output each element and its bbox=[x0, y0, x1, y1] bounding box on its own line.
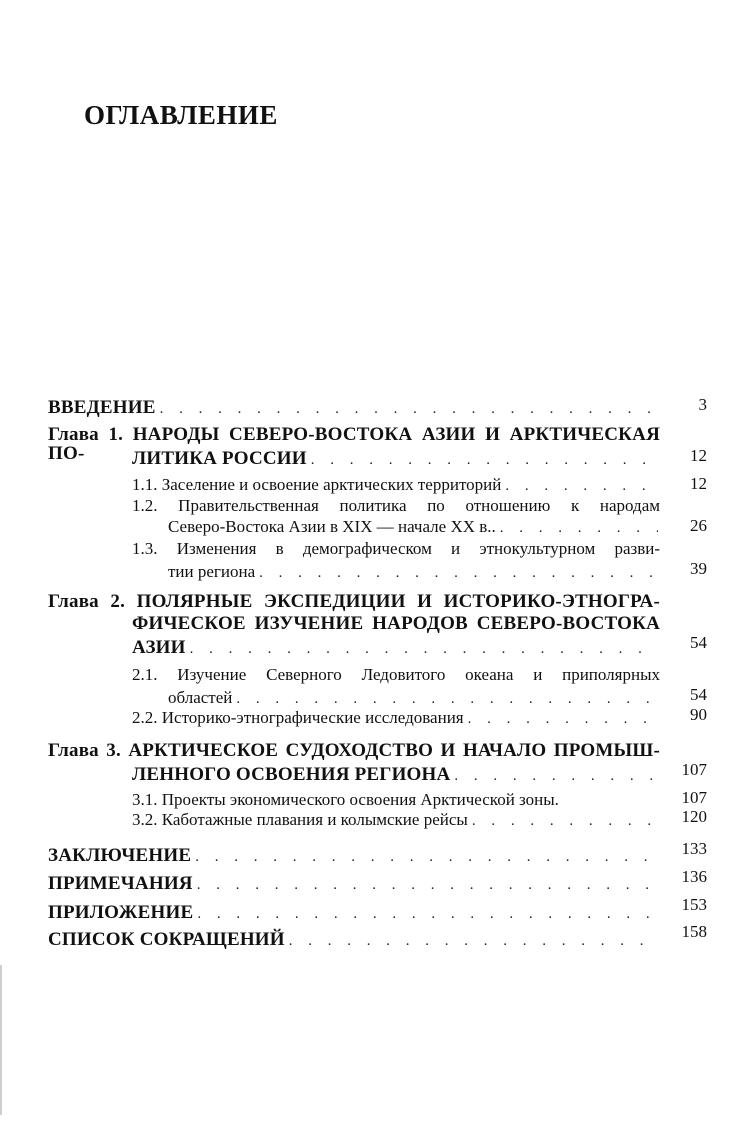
page-number: 26 bbox=[690, 516, 707, 535]
page-number: 107 bbox=[681, 788, 707, 807]
toc-section-1-2-line1[interactable]: 1.2. Правительственная политика по отношению к народам bbox=[132, 496, 660, 515]
toc-entry-title: 2.2. Историко-этнографические исследования bbox=[132, 708, 464, 727]
dot-leader bbox=[468, 814, 658, 829]
toc-entry-appendix[interactable] bbox=[48, 903, 658, 922]
dot-leader bbox=[255, 566, 658, 581]
page-number: 133 bbox=[681, 839, 707, 858]
toc-entry-title: ЗАКЛЮЧЕНИЕ bbox=[48, 845, 192, 866]
toc-section-1-1[interactable] bbox=[132, 476, 658, 494]
toc-section-1-3-line1[interactable]: 1.3. Изменения в демографическом и этнокультурном разви- bbox=[132, 539, 660, 558]
toc-entry-abbreviations[interactable] bbox=[48, 930, 658, 949]
page-number: 120 bbox=[681, 807, 707, 826]
toc-entry-title: тии региона bbox=[168, 562, 256, 581]
toc-section-2-1-line2[interactable] bbox=[168, 689, 658, 707]
toc-entry-title: областей bbox=[168, 688, 233, 707]
toc-entry-title: ПРИЛОЖЕНИЕ bbox=[48, 902, 194, 923]
toc-entry-title: 3.2. Каботажные плавания и колымские рейсы bbox=[132, 810, 468, 829]
toc-section-1-3-line2[interactable] bbox=[168, 563, 658, 581]
toc-entry-notes[interactable] bbox=[48, 874, 658, 893]
toc-entry-title: 3.1. Проекты экономического освоения Арктической зоны. bbox=[132, 790, 559, 809]
toc-entry-title: АЗИИ bbox=[132, 637, 186, 658]
toc-chapter-1-line1[interactable]: Глава 1. НАРОДЫ СЕВЕРО-ВОСТОКА АЗИИ И АРКТИЧЕСКАЯ ПО- bbox=[48, 424, 660, 464]
dot-leader bbox=[496, 521, 658, 536]
toc-section-2-2[interactable] bbox=[132, 709, 658, 727]
toc-chapter-1-line2[interactable] bbox=[132, 449, 658, 468]
dot-leader bbox=[285, 934, 658, 949]
scan-margin-mark bbox=[0, 965, 2, 1115]
toc-chapter-2-line1[interactable]: Глава 2. ПОЛЯРНЫЕ ЭКСПЕДИЦИИ И ИСТОРИКО-ЭТНОГРА- bbox=[48, 591, 660, 612]
page-number: 54 bbox=[690, 633, 707, 652]
page-number: 107 bbox=[681, 760, 707, 779]
dot-leader bbox=[450, 769, 658, 784]
toc-section-1-2-line2[interactable] bbox=[168, 518, 658, 536]
page-title: ОГЛАВЛЕНИЕ bbox=[84, 100, 278, 130]
toc-chapter-3-line2[interactable] bbox=[132, 765, 658, 784]
toc-chapter-2-line3[interactable] bbox=[132, 638, 658, 657]
toc-entry-title: ВВЕДЕНИЕ bbox=[48, 397, 156, 418]
toc-entry-conclusion[interactable] bbox=[48, 846, 658, 865]
toc-chapter-2-line2[interactable]: ФИЧЕСКОЕ ИЗУЧЕНИЕ НАРОДОВ СЕВЕРО-ВОСТОКА bbox=[132, 613, 660, 634]
page-number: 158 bbox=[681, 922, 707, 941]
dot-leader bbox=[193, 907, 658, 922]
dot-leader bbox=[464, 712, 658, 727]
toc-entry-title: 1.1. Заселение и освоение арктических территорий bbox=[132, 475, 502, 494]
page-number: 12 bbox=[690, 446, 707, 465]
dot-leader bbox=[307, 453, 658, 468]
dot-leader bbox=[191, 850, 658, 865]
toc-entry-title: Северо-Востока Азии в XIX — начале XX в.. bbox=[168, 517, 496, 536]
page-number: 3 bbox=[698, 395, 707, 414]
page-number: 90 bbox=[690, 705, 707, 724]
toc-entry-title: ЛЕННОГО ОСВОЕНИЯ РЕГИОНА bbox=[132, 764, 451, 785]
toc-section-3-1[interactable] bbox=[132, 791, 658, 808]
dot-leader bbox=[501, 479, 658, 494]
toc-entry-title: ПРИМЕЧАНИЯ bbox=[48, 873, 193, 894]
toc-chapter-3-line1[interactable]: Глава 3. АРКТИЧЕСКОЕ СУДОХОДСТВО И НАЧАЛО ПРОМЫШ- bbox=[48, 740, 660, 761]
page-number: 136 bbox=[681, 867, 707, 886]
dot-leader bbox=[186, 642, 658, 657]
toc-entry-title: ЛИТИКА РОССИИ bbox=[132, 448, 307, 469]
page-number: 54 bbox=[690, 685, 707, 704]
dot-leader bbox=[232, 692, 658, 707]
toc-section-3-2[interactable] bbox=[132, 811, 658, 829]
dot-leader bbox=[156, 402, 658, 417]
toc-entry-title: СПИСОК СОКРАЩЕНИЙ bbox=[48, 929, 285, 950]
toc-section-2-1-line1[interactable]: 2.1. Изучение Северного Ледовитого океана и приполярных bbox=[132, 665, 660, 684]
page-number: 12 bbox=[690, 474, 707, 493]
page-number: 39 bbox=[690, 559, 707, 578]
toc-entry-intro[interactable] bbox=[48, 398, 658, 417]
page-number: 153 bbox=[681, 895, 707, 914]
dot-leader bbox=[193, 878, 658, 893]
